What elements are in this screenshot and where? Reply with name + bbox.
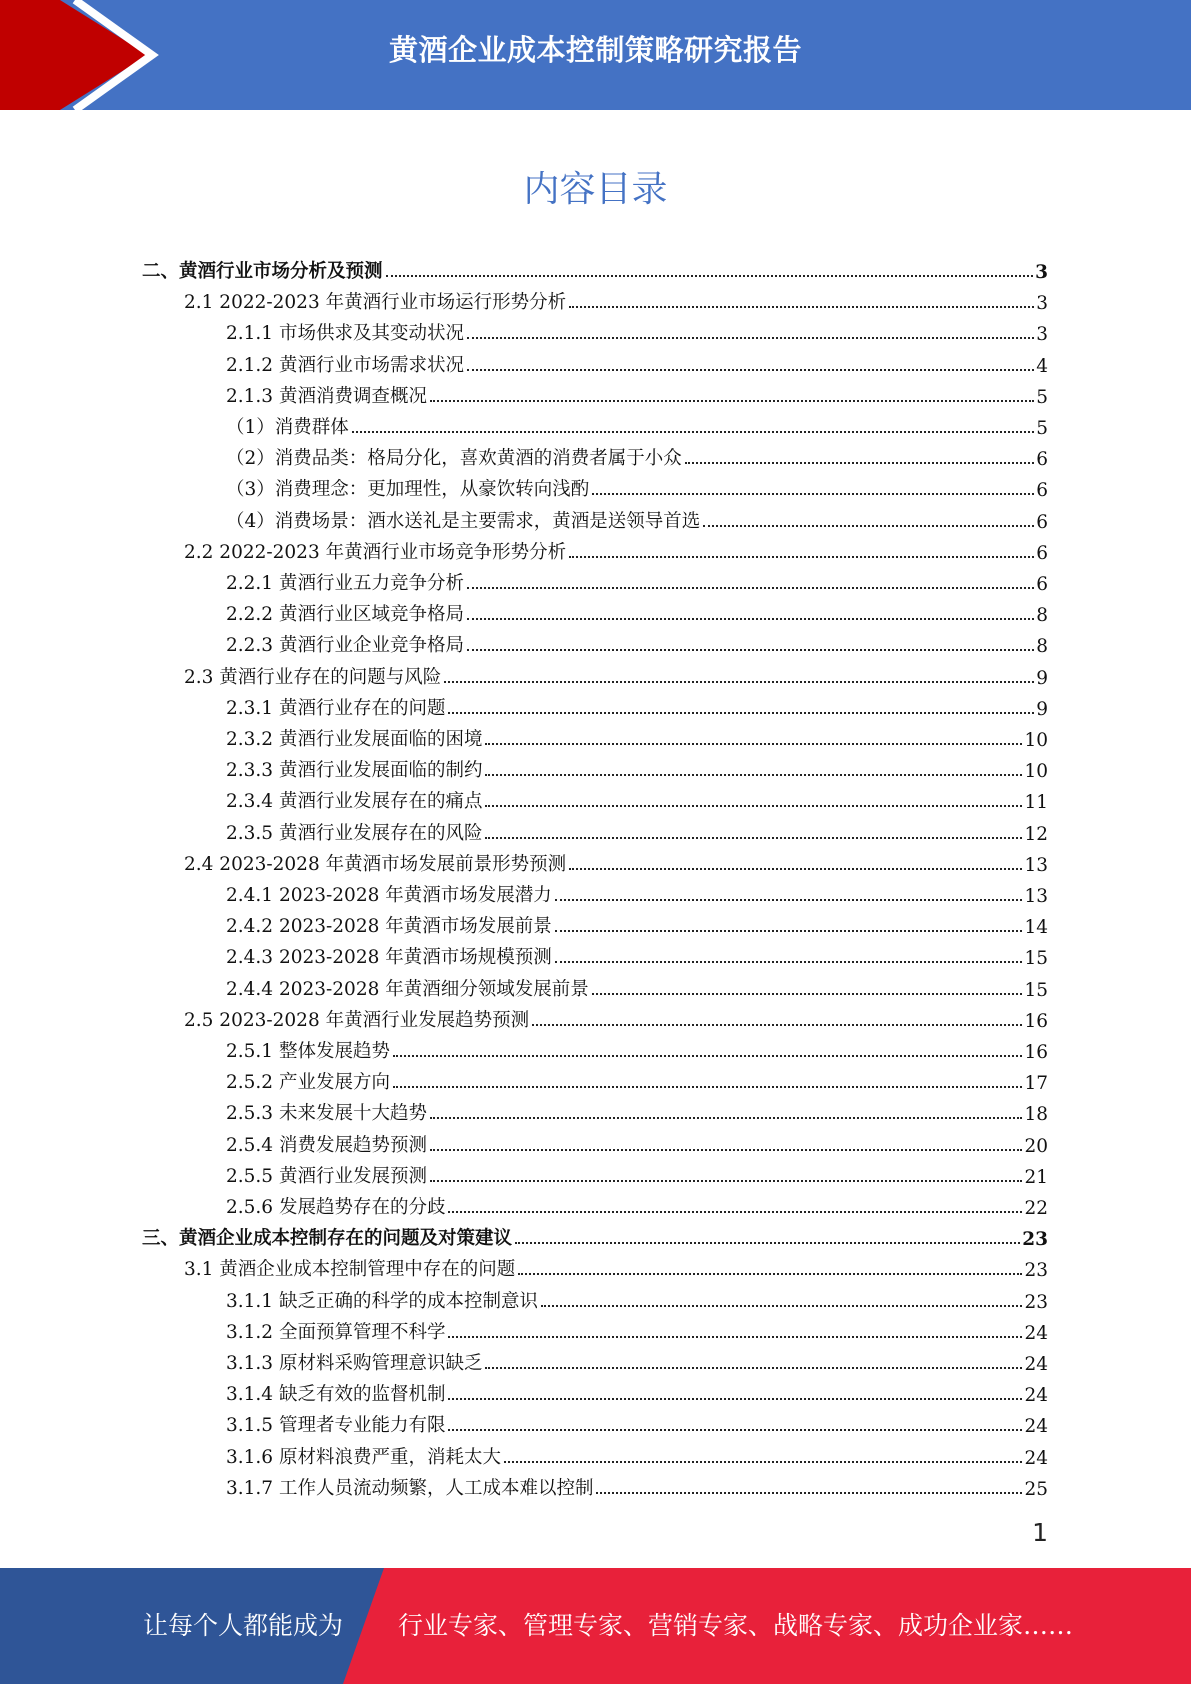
toc-entry-page: 13 <box>1024 886 1048 907</box>
toc-entry[interactable] <box>226 1094 1048 1125</box>
toc-entry-page: 9 <box>1036 698 1048 720</box>
toc-entry-page: 16 <box>1024 1042 1048 1063</box>
toc-entry-page: 22 <box>1024 1198 1048 1219</box>
toc-entry[interactable] <box>226 1438 1048 1469</box>
toc-leader-dots <box>430 1117 1022 1119</box>
toc-entry-label: 2.1 2022-2023 年黄酒行业市场运行形势分析 <box>184 292 567 314</box>
toc-entry-label: 2.4.2 2023-2028 年黄酒市场发展前景 <box>226 916 552 938</box>
toc-entry-label: 二、黄酒行业市场分析及预测 <box>142 261 383 282</box>
toc-entry-label: 2.4 2023-2028 年黄酒市场发展前景形势预测 <box>184 853 567 875</box>
toc-entry-label: （4）消费场景：酒水送礼是主要需求，黄酒是送领导首选 <box>226 510 701 532</box>
toc-entry[interactable] <box>226 907 1048 938</box>
toc-leader-dots <box>467 369 1034 371</box>
toc-leader-dots <box>485 1367 1022 1369</box>
toc-entry-page: 24 <box>1024 1385 1048 1407</box>
toc-entry[interactable] <box>226 346 1048 377</box>
toc-entry[interactable] <box>226 502 1048 533</box>
toc-entry[interactable] <box>226 1406 1048 1437</box>
toc-leader-dots <box>467 587 1034 589</box>
toc-entry-label: 2.2.1 黄酒行业五力竞争分析 <box>226 573 464 594</box>
toc-leader-dots <box>393 1086 1022 1088</box>
toc-entry[interactable] <box>226 314 1048 345</box>
toc-leader-dots <box>555 930 1023 932</box>
toc-entry-page: 3 <box>1036 324 1048 346</box>
toc-entry-label: （2）消费品类：格局分化，喜欢黄酒的消费者属于小众 <box>226 448 682 470</box>
toc-entry[interactable] <box>226 814 1048 845</box>
toc-leader-dots <box>703 525 1034 527</box>
toc-entry-label: 2.4.1 2023-2028 年黄酒市场发展潜力 <box>226 885 552 906</box>
toc-entry[interactable] <box>226 564 1048 595</box>
toc-entry[interactable] <box>226 626 1048 657</box>
page-number: 1 <box>1032 1518 1048 1547</box>
report-title: 黄酒企业成本控制策略研究报告 <box>388 33 802 67</box>
toc-entry-page: 5 <box>1036 418 1048 439</box>
toc-entry-label: 2.5.2 产业发展方向 <box>226 1072 390 1094</box>
toc-leader-dots <box>596 1492 1022 1494</box>
toc-entry[interactable] <box>226 1126 1048 1157</box>
toc-entry[interactable] <box>226 1188 1048 1219</box>
toc-entry-label: 2.4.4 2023-2028 年黄酒细分领域发展前景 <box>226 978 589 1000</box>
toc-leader-dots <box>467 618 1034 620</box>
toc-entry-page: 21 <box>1024 1166 1048 1188</box>
toc-entry-label: 2.3.3 黄酒行业发展面临的制约 <box>226 760 483 782</box>
toc-entry-label: 2.3.4 黄酒行业发展存在的痛点 <box>226 791 483 813</box>
toc-entry-page: 25 <box>1024 1478 1048 1500</box>
toc-entry-page: 15 <box>1024 948 1048 970</box>
toc-leader-dots <box>448 1211 1022 1213</box>
toc-entry-page: 3 <box>1035 262 1048 283</box>
toc-entry[interactable] <box>226 782 1048 813</box>
toc-entry[interactable] <box>226 470 1048 501</box>
toc-leader-dots <box>430 1180 1022 1182</box>
toc-entry-page: 4 <box>1036 355 1048 377</box>
toc-entry[interactable] <box>142 252 1048 283</box>
toc-entry[interactable] <box>184 1001 1048 1032</box>
toc-leader-dots <box>467 649 1034 651</box>
toc-leader-dots <box>467 337 1034 339</box>
toc-entry[interactable] <box>226 876 1048 907</box>
toc-leader-dots <box>504 1461 1022 1463</box>
toc-entry-page: 6 <box>1036 511 1048 533</box>
toc-entry-label: 3.1 黄酒企业成本控制管理中存在的问题 <box>184 1259 516 1281</box>
toc-entry[interactable] <box>226 938 1048 969</box>
toc-entry-page: 24 <box>1024 1354 1048 1375</box>
toc-leader-dots <box>592 993 1023 995</box>
toc-title: 内容目录 <box>523 169 668 210</box>
toc-entry[interactable] <box>226 720 1048 751</box>
toc-entry-label: 2.3 黄酒行业存在的问题与风险 <box>184 666 442 688</box>
toc-entry[interactable] <box>226 408 1048 439</box>
toc-entry-label: 3.1.4 缺乏有效的监督机制 <box>226 1384 446 1406</box>
toc-entry[interactable] <box>184 533 1048 564</box>
toc-leader-dots <box>569 556 1034 558</box>
toc-entry[interactable] <box>184 1250 1048 1281</box>
toc-leader-dots <box>485 805 1022 807</box>
toc-entry-page: 23 <box>1022 1229 1048 1251</box>
toc-entry[interactable] <box>226 595 1048 626</box>
toc-entry-page: 24 <box>1024 1416 1048 1438</box>
toc-entry[interactable] <box>226 1313 1048 1344</box>
toc-leader-dots <box>444 681 1034 683</box>
toc-entry-label: 2.5 2023-2028 年黄酒行业发展趋势预测 <box>184 1009 530 1031</box>
toc-leader-dots <box>485 743 1022 745</box>
toc-entry[interactable] <box>184 845 1048 876</box>
toc-entry-label: 2.5.1 整体发展趋势 <box>226 1041 390 1062</box>
toc-entry[interactable] <box>226 1063 1048 1094</box>
toc-entry-page: 6 <box>1036 480 1048 502</box>
toc-leader-dots <box>532 1024 1022 1026</box>
toc-entry[interactable] <box>226 689 1048 720</box>
footer-slogan-right: 行业专家、管理专家、营销专家、战略专家、成功企业家…… <box>398 1611 1074 1640</box>
toc-entry-label: 3.1.7 工作人员流动频繁，人工成本难以控制 <box>226 1477 594 1499</box>
toc-entry-label: 2.1.3 黄酒消费调查概况 <box>226 385 427 407</box>
toc-entry-page: 6 <box>1036 449 1048 471</box>
toc-entry-page: 6 <box>1036 574 1048 595</box>
toc-entry-label: 2.3.5 黄酒行业发展存在的风险 <box>226 822 483 844</box>
toc-leader-dots <box>485 837 1022 839</box>
toc-entry[interactable] <box>226 1032 1048 1063</box>
toc-entry-label: 三、黄酒企业成本控制存在的问题及对策建议 <box>142 1228 513 1250</box>
toc-entry-label: 2.2 2022-2023 年黄酒行业市场竞争形势分析 <box>184 541 567 563</box>
toc-entry-label: 2.2.3 黄酒行业企业竞争格局 <box>226 635 464 657</box>
toc-leader-dots <box>555 961 1023 963</box>
toc-leader-dots <box>393 1055 1022 1057</box>
toc-entry-label: 3.1.2 全面预算管理不科学 <box>226 1321 446 1343</box>
toc-entry-label: 2.1.1 市场供求及其变动状况 <box>226 323 464 345</box>
toc-leader-dots <box>485 774 1022 776</box>
toc-entry[interactable] <box>226 1375 1048 1406</box>
toc-leader-dots <box>685 462 1034 464</box>
toc-entry-label: 2.5.5 黄酒行业发展预测 <box>226 1165 427 1187</box>
toc-entry-page: 14 <box>1024 917 1048 939</box>
toc-leader-dots <box>448 1429 1022 1431</box>
toc-leader-dots <box>430 400 1034 402</box>
toc-entry-label: 2.5.4 消费发展趋势预测 <box>226 1134 427 1156</box>
header-banner <box>0 0 1191 110</box>
toc-entry-label: （1）消费群体 <box>226 417 349 438</box>
toc-entry[interactable] <box>184 658 1048 689</box>
toc-entry-label: （3）消费理念：更加理性，从豪饮转向浅酌 <box>226 479 590 501</box>
toc-entry[interactable] <box>142 1219 1048 1250</box>
toc-leader-dots <box>592 493 1034 495</box>
toc-entry-page: 24 <box>1024 1447 1048 1469</box>
toc-leader-dots <box>386 275 1034 277</box>
toc-entry-label: 3.1.6 原材料浪费严重，消耗太大 <box>226 1446 501 1468</box>
toc-entry-label: 2.3.1 黄酒行业存在的问题 <box>226 697 446 719</box>
toc-entry[interactable] <box>184 283 1048 314</box>
toc-leader-dots <box>448 1398 1022 1400</box>
toc-entry-page: 18 <box>1024 1104 1048 1126</box>
toc-entry-page: 10 <box>1024 761 1048 783</box>
toc-entry-page: 8 <box>1036 605 1048 627</box>
toc-entry-label: 3.1.1 缺乏正确的科学的成本控制意识 <box>226 1290 538 1312</box>
toc-entry[interactable] <box>226 1282 1048 1313</box>
toc-entry-page: 8 <box>1036 636 1048 658</box>
toc-entry-page: 16 <box>1024 1010 1048 1032</box>
toc-leader-dots <box>541 1305 1022 1307</box>
toc-entry-label: 2.2.2 黄酒行业区域竞争格局 <box>226 604 464 626</box>
toc-entry-page: 20 <box>1024 1135 1048 1157</box>
toc-entry[interactable] <box>226 1157 1048 1188</box>
toc-entry-label: 3.1.3 原材料采购管理意识缺乏 <box>226 1353 483 1374</box>
toc-entry-label: 2.4.3 2023-2028 年黄酒市场规模预测 <box>226 947 552 969</box>
toc-entry[interactable] <box>226 439 1048 470</box>
footer-banner <box>0 1568 1191 1684</box>
toc-entry-page: 23 <box>1024 1291 1048 1313</box>
toc-leader-dots <box>448 712 1034 714</box>
toc-leader-dots <box>569 306 1034 308</box>
toc-entry[interactable] <box>226 751 1048 782</box>
toc-entry[interactable] <box>226 1344 1048 1375</box>
toc-entry-page: 9 <box>1036 667 1048 689</box>
toc-leader-dots <box>555 899 1023 901</box>
toc-entry-page: 6 <box>1036 542 1048 564</box>
toc-entry-page: 3 <box>1036 293 1048 315</box>
toc-entry-page: 10 <box>1024 730 1048 751</box>
toc-leader-dots <box>515 1242 1020 1244</box>
toc-leader-dots <box>518 1273 1022 1275</box>
toc-entry-label: 2.3.2 黄酒行业发展面临的困境 <box>226 729 483 750</box>
toc-entry-label: 2.5.6 发展趋势存在的分歧 <box>226 1197 446 1218</box>
toc-leader-dots <box>352 431 1034 433</box>
toc-entry-page: 12 <box>1024 823 1048 845</box>
toc-entry-label: 2.5.3 未来发展十大趋势 <box>226 1103 427 1125</box>
toc-entry-page: 13 <box>1024 854 1048 876</box>
toc-leader-dots <box>448 1336 1022 1338</box>
toc-entry[interactable] <box>226 377 1048 408</box>
toc-entry-page: 24 <box>1024 1322 1048 1344</box>
toc-entry-page: 15 <box>1024 979 1048 1001</box>
footer-slogan-left: 让每个人都能成为 <box>143 1611 344 1640</box>
toc-entry[interactable] <box>226 970 1048 1001</box>
toc-leader-dots <box>569 868 1022 870</box>
toc-entry-page: 11 <box>1024 792 1048 814</box>
toc-entry-label: 2.1.2 黄酒行业市场需求状况 <box>226 354 464 376</box>
toc-entry-page: 23 <box>1024 1260 1048 1282</box>
toc-leader-dots <box>430 1149 1022 1151</box>
toc-entry-page: 17 <box>1024 1073 1048 1095</box>
toc-entry-label: 3.1.5 管理者专业能力有限 <box>226 1415 446 1437</box>
toc-entry[interactable] <box>226 1469 1048 1500</box>
toc-entry-page: 5 <box>1036 386 1048 408</box>
